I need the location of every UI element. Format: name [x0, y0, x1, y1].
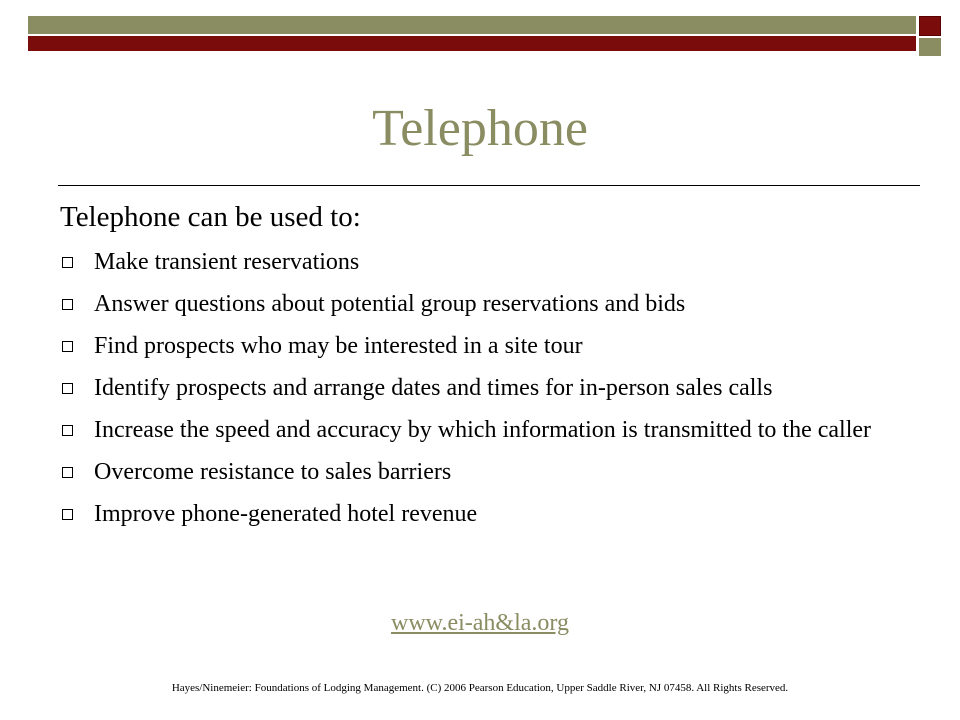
- bullet-text: Find prospects who may be interested in a site tour: [94, 333, 583, 359]
- bullet-text: Make transient reservations: [94, 249, 360, 275]
- hollow-square-bullet-icon: [62, 299, 73, 310]
- header-olive-bar: [28, 16, 916, 34]
- header-decoration: [0, 0, 960, 60]
- hollow-square-bullet-icon: [62, 257, 73, 268]
- bullet-item: [60, 290, 890, 319]
- bullet-text: Answer questions about potential group reservations and bids: [94, 291, 686, 317]
- header-red-bar: [28, 36, 916, 51]
- bullet-item: [60, 500, 890, 529]
- website-link[interactable]: www.ei-ah&la.org: [391, 610, 569, 636]
- bullet-text: Overcome resistance to sales barriers: [94, 459, 452, 485]
- hollow-square-bullet-icon: [62, 341, 73, 352]
- hollow-square-bullet-icon: [62, 467, 73, 478]
- header-red-square: [919, 16, 941, 36]
- hollow-square-bullet-icon: [62, 383, 73, 394]
- bullet-list: [60, 248, 890, 542]
- bullet-item: [60, 248, 890, 277]
- copyright-footer: Hayes/Ninemeier: Foundations of Lodging Management. (C) 2006 Pearson Education, Upper Saddle River, NJ 07458. All Rights Reserved.: [171, 682, 789, 694]
- bullet-item: [60, 374, 890, 403]
- bullet-text: Increase the speed and accuracy by which information is transmitted to the caller: [94, 417, 872, 443]
- bullet-item: [60, 416, 890, 445]
- title-divider: [58, 185, 920, 186]
- bullet-text: Improve phone-generated hotel revenue: [94, 501, 478, 527]
- slide-title: Telephone: [372, 100, 588, 157]
- bullet-text: Identify prospects and arrange dates and times for in-person sales calls: [94, 375, 773, 401]
- lead-text: Telephone can be used to:: [60, 201, 361, 233]
- bullet-item: [60, 458, 890, 487]
- hollow-square-bullet-icon: [62, 425, 73, 436]
- header-olive-square: [919, 38, 941, 56]
- hollow-square-bullet-icon: [62, 509, 73, 520]
- bullet-item: [60, 332, 890, 361]
